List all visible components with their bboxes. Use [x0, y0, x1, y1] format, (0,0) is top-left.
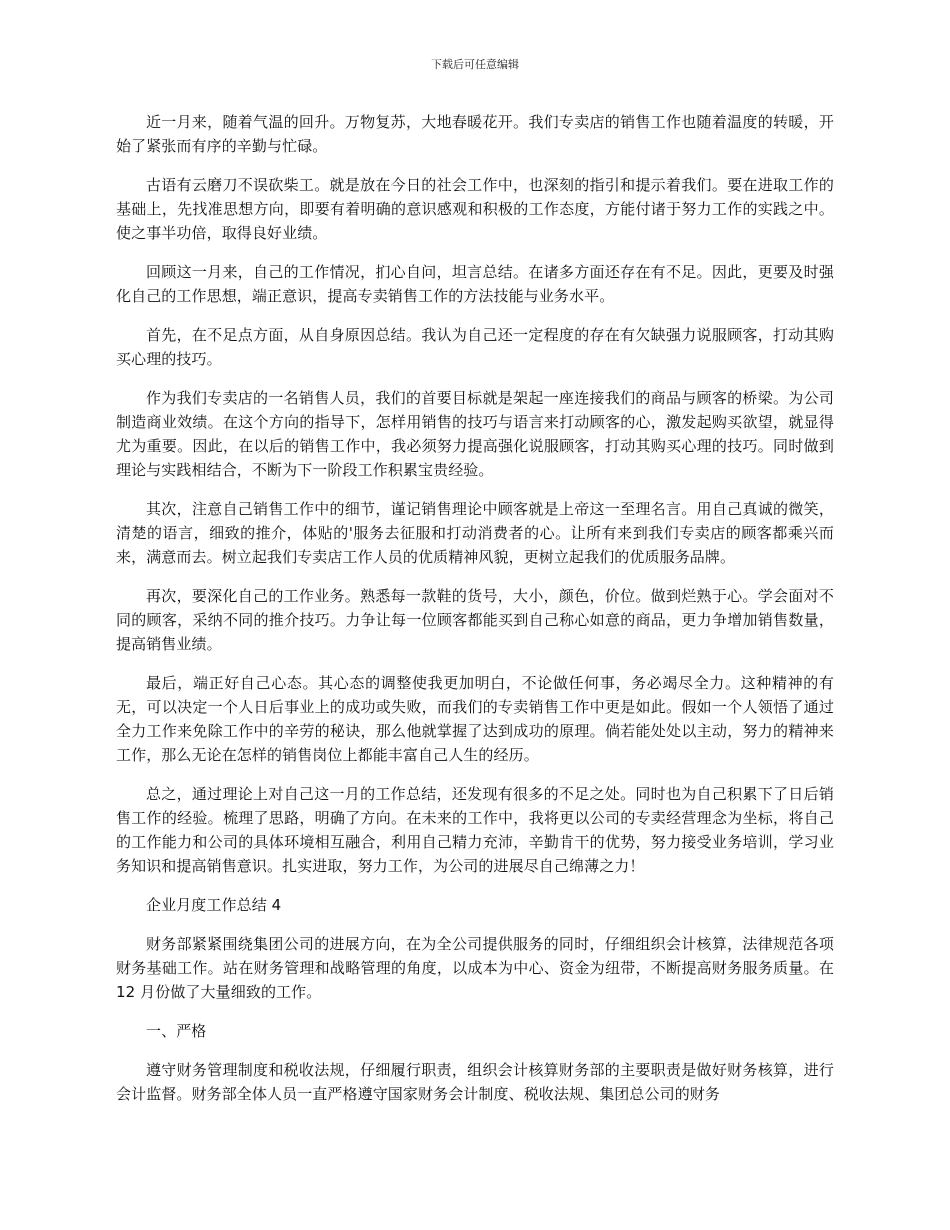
- paragraph: 回顾这一月来，自己的工作情况，扪心自问，坦言总结。在诸多方面还存在有不足。因此，更要及时强化自己的工作思想，端正意识，提高专卖销售工作的方法技能与业务水平。: [116, 263, 834, 305]
- section-heading: 企业月度工作总结 4: [146, 896, 282, 914]
- paragraph: 近一月来，随着气温的回升。万物复苏，大地春暖花开。我们专卖店的销售工作也随着温度的转暖，开始了紧张而有序的辛勤与忙碌。: [116, 113, 834, 155]
- section-heading: 一、严格: [146, 1022, 207, 1040]
- paragraph: 财务部紧紧围绕集团公司的进展方向，在为全公司提供服务的同时，仔细组织会计核算，法律规范各项财务基础工作。站在财务管理和战略管理的角度，以成本为中心、资金为纽带，不断提高财务服务质量。在 12 月份做了大量细致的工作。: [116, 935, 834, 1001]
- paragraph: 最后，端正好自己心态。其心态的调整使我更加明白，不论做任何事，务必竭尽全力。这种精神的有无，可以决定一个人日后事业上的成功或失败，而我们的专卖销售工作中更是如此。假如一个人领悟了通过全力工作来免除工作中的辛劳的秘诀，那么他就掌握了达到成功的原理。倘若能处处以主动，努力的精神来工作，那么无论在怎样的销售岗位上都能丰富自己人生的经历。: [116, 674, 834, 764]
- paragraph: 古语有云磨刀不误砍柴工。就是放在今日的社会工作中，也深刻的指引和提示着我们。要在进取工作的基础上，先找准思想方向，即要有着明确的意识感观和积极的工作态度，方能付诸于努力工作的实践之中。使之事半功倍，取得良好业绩。: [116, 176, 834, 242]
- paragraph: 遵守财务管理制度和税收法规，仔细履行职责，组织会计核算财务部的主要职责是做好财务核算，进行会计监督。财务部全体人员一直严格遵守国家财务会计制度、税收法规、集团总公司的财务: [116, 1061, 834, 1103]
- paragraph: 再次，要深化自己的工作业务。熟悉每一款鞋的货号，大小，颜色，价位。做到烂熟于心。学会面对不同的顾客，采纳不同的推介技巧。力争让每一位顾客都能买到自己称心如意的商品，更力争增加销售数量，提高销售业绩。: [116, 587, 834, 653]
- paragraph: 总之，通过理论上对自己这一月的工作总结，还发现有很多的不足之处。同时也为自己积累下了日后销售工作的经验。梳理了思路，明确了方向。在未来的工作中，我将更以公司的专卖经营理念为坐标，将自己的工作能力和公司的具体环境相互融合，利用自己精力充沛，辛勤肯干的优势，努力接受业务培训，学习业务知识和提高销售意识。扎实进取，努力工作，为公司的进展尽自己绵薄之力！: [116, 785, 834, 875]
- paragraph: 首先，在不足点方面，从自身原因总结。我认为自己还一定程度的存在有欠缺强力说服顾客，打动其购买心理的技巧。: [116, 326, 834, 368]
- paragraph: 其次，注意自己销售工作中的细节，谨记销售理论中顾客就是上帝这一至理名言。用自己真诚的微笑，清楚的语言，细致的推介，体贴的'服务去征服和打动消费者的心。让所有来到我们专卖店的顾客都乘兴而来，满意而去。树立起我们专卖店工作人员的优质精神风貌，更树立起我们的优质服务品牌。: [116, 500, 834, 566]
- paragraph: 作为我们专卖店的一名销售人员，我们的首要目标就是架起一座连接我们的商品与顾客的桥梁。为公司制造商业效绩。在这个方向的指导下，怎样用销售的技巧与语言来打动顾客的心，激发起购买欲望，就显得尤为重要。因此，在以后的销售工作中，我必须努力提高强化说服顾客，打动其购买心理的技巧。同时做到理论与实践相结合，不断为下一阶段工作积累宝贵经验。: [116, 389, 834, 479]
- document-body: [116, 110, 834, 1121]
- header-note: 下载后可任意编辑: [431, 58, 519, 71]
